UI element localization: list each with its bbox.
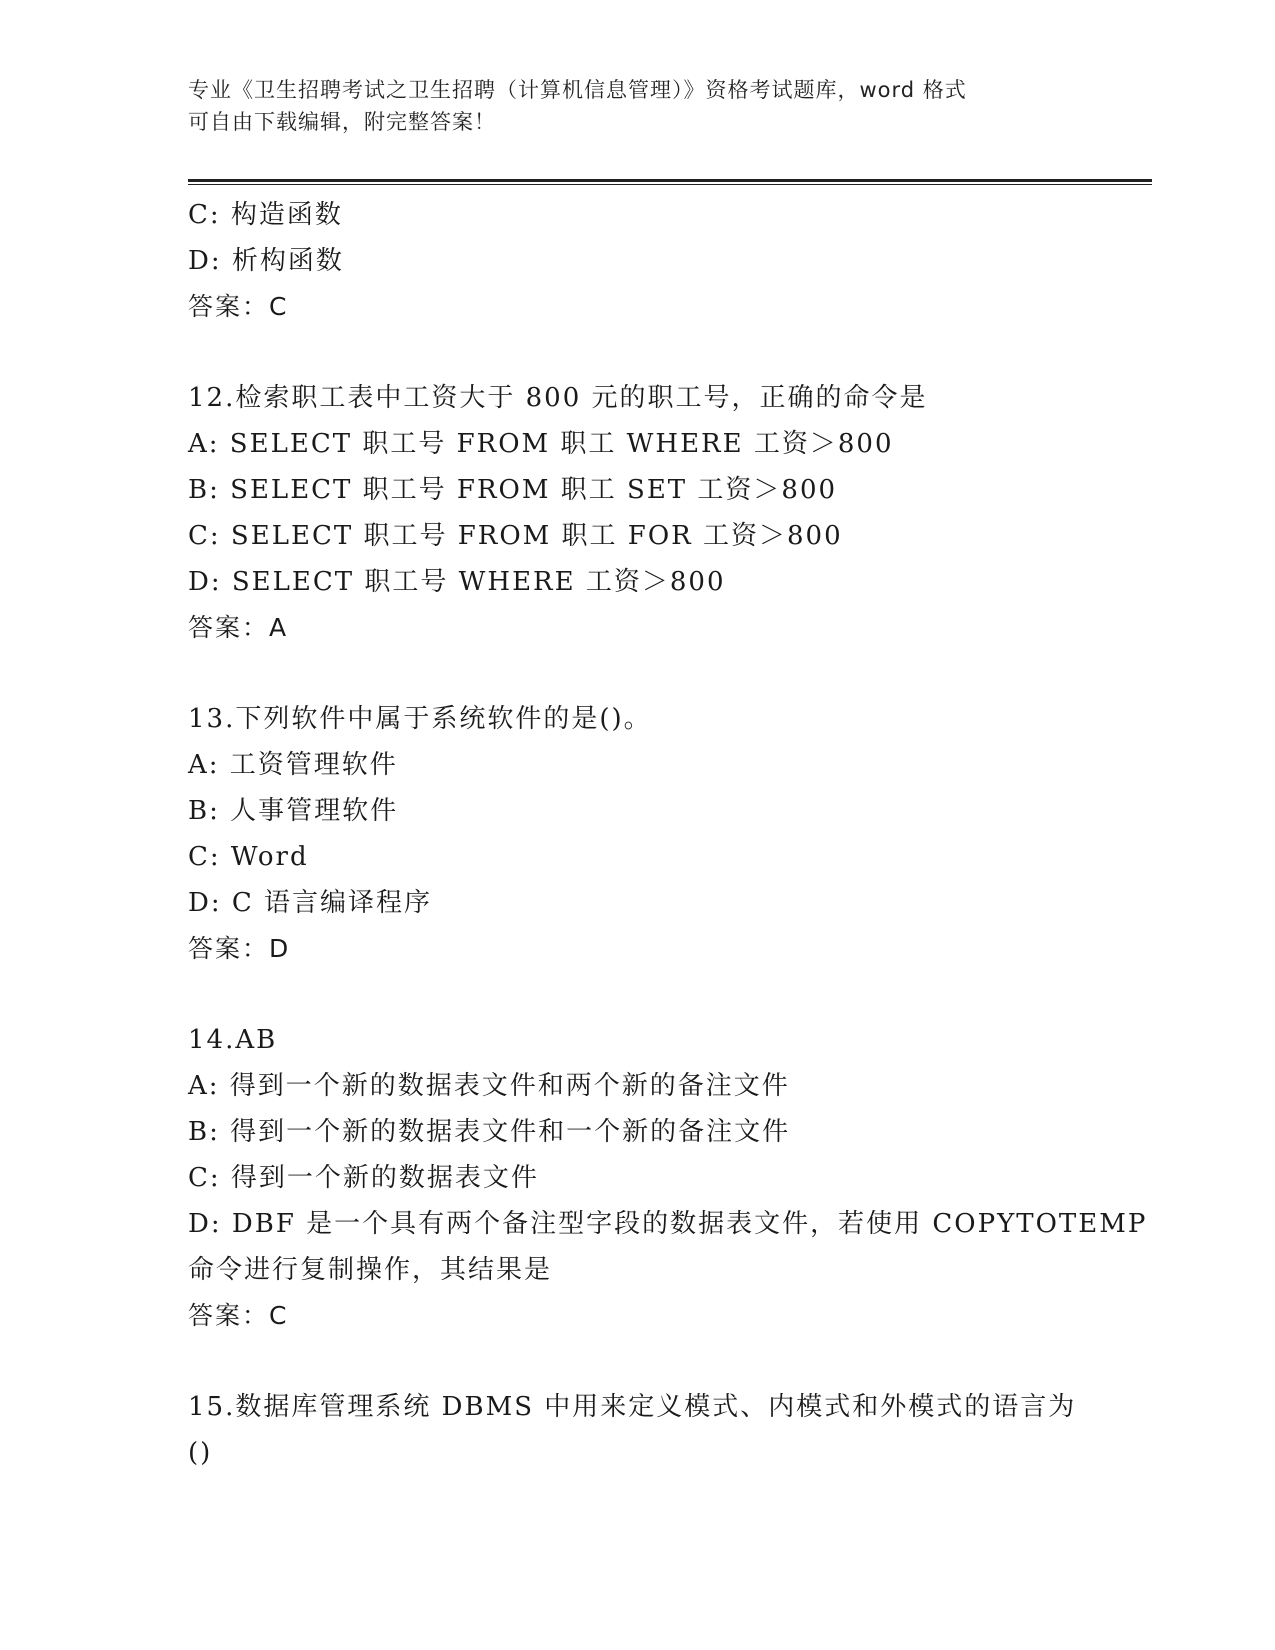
option-b: B: SELECT 职工号 FROM 职工 SET 工资＞800 [188,475,838,505]
option-d-continuation: 命令进行复制操作，其结果是 [188,1255,553,1285]
answer-line: 答案：A [188,613,289,642]
option-c: C: Word [188,842,309,872]
header-title-line-1: 专业《卫生招聘考试之卫生招聘（计算机信息管理）》资格考试题库，word 格式 [188,78,967,102]
answer-line: 答案：D [188,934,291,963]
answer-line: 答案：C [188,292,289,321]
option-c: C: SELECT 职工号 FROM 职工 FOR 工资＞800 [188,521,843,551]
spacer [188,1339,1088,1384]
question-11-continuation [188,192,1088,330]
option-c: C: 得到一个新的数据表文件 [188,1163,539,1193]
question-content [188,192,1148,1476]
header-title-line-2: 可自由下载编辑，附完整答案！ [188,110,496,134]
question-14 [188,1017,1148,1339]
option-a: A: 得到一个新的数据表文件和两个新的备注文件 [188,1071,790,1101]
spacer [188,972,1088,1017]
question-stem: 13.下列软件中属于系统软件的是()。 [188,704,652,734]
option-a: A: SELECT 职工号 FROM 职工 WHERE 工资＞800 [188,429,894,459]
spacer [188,651,1088,696]
header-divider-thin [188,184,1152,185]
question-stem: 15.数据库管理系统 DBMS 中用来定义模式、内模式和外模式的语言为 [188,1392,1077,1422]
question-15 [188,1384,1088,1476]
spacer [188,330,1088,375]
question-stem: 14.AB [188,1025,278,1055]
option-d: D: 析构函数 [188,246,344,276]
question-stem-continuation: () [188,1438,213,1468]
document-header [188,74,1068,138]
option-b: B: 人事管理软件 [188,796,399,826]
header-divider-thick [188,179,1152,182]
option-a: A: 工资管理软件 [188,750,398,780]
option-b: B: 得到一个新的数据表文件和一个新的备注文件 [188,1117,791,1147]
option-c: C: 构造函数 [188,200,343,230]
question-stem: 12.检索职工表中工资大于 800 元的职工号，正确的命令是 [188,383,928,413]
option-d: D: C 语言编译程序 [188,888,433,918]
question-12 [188,375,1088,651]
option-d: D: SELECT 职工号 WHERE 工资＞800 [188,567,726,597]
option-d: D: DBF 是一个具有两个备注型字段的数据表文件，若使用 COPYTOTEMP [188,1209,1148,1239]
answer-line: 答案：C [188,1301,289,1330]
question-13 [188,696,1088,972]
